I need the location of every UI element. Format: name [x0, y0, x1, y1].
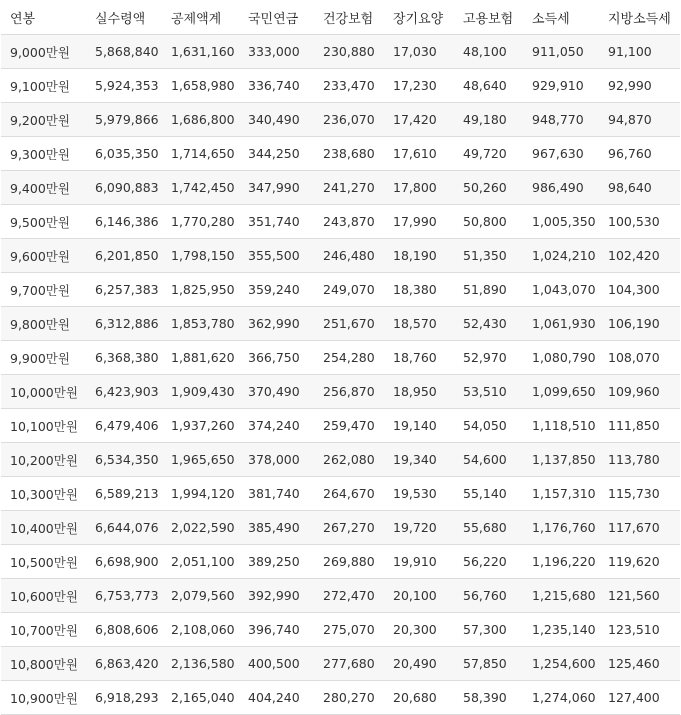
total-deduction-cell: 1,965,650 — [162, 443, 239, 477]
header-total-deduction: 공제액계 — [162, 0, 239, 35]
local-income-tax-cell: 106,190 — [599, 307, 680, 341]
health-insurance-cell: 275,070 — [314, 613, 384, 647]
national-pension-cell: 404,240 — [239, 681, 314, 715]
employment-insurance-cell: 49,720 — [454, 137, 523, 171]
annual-salary-cell: 10,400만원 — [1, 511, 86, 545]
long-term-care-cell: 18,380 — [384, 273, 454, 307]
total-deduction-cell: 2,165,040 — [162, 681, 239, 715]
employment-insurance-cell: 57,850 — [454, 647, 523, 681]
local-income-tax-cell: 121,560 — [599, 579, 680, 613]
table-row — [1, 341, 680, 375]
total-deduction-cell: 2,022,590 — [162, 511, 239, 545]
annual-salary-cell: 9,700만원 — [1, 273, 86, 307]
long-term-care-cell: 17,610 — [384, 137, 454, 171]
table-row — [1, 681, 680, 715]
health-insurance-cell: 256,870 — [314, 375, 384, 409]
total-deduction-cell: 1,714,650 — [162, 137, 239, 171]
employment-insurance-cell: 51,890 — [454, 273, 523, 307]
net-pay-cell: 5,868,840 — [86, 35, 162, 69]
header-employment-insurance: 고용보험 — [454, 0, 523, 35]
health-insurance-cell: 277,680 — [314, 647, 384, 681]
net-pay-cell: 5,924,353 — [86, 69, 162, 103]
national-pension-cell: 351,740 — [239, 205, 314, 239]
long-term-care-cell: 18,950 — [384, 375, 454, 409]
total-deduction-cell: 1,881,620 — [162, 341, 239, 375]
health-insurance-cell: 267,270 — [314, 511, 384, 545]
employment-insurance-cell: 58,390 — [454, 681, 523, 715]
long-term-care-cell: 18,190 — [384, 239, 454, 273]
annual-salary-cell: 10,800만원 — [1, 647, 86, 681]
income-tax-cell: 948,770 — [523, 103, 599, 137]
employment-insurance-cell: 49,180 — [454, 103, 523, 137]
total-deduction-cell: 1,631,160 — [162, 35, 239, 69]
annual-salary-cell: 10,500만원 — [1, 545, 86, 579]
national-pension-cell: 370,490 — [239, 375, 314, 409]
employment-insurance-cell: 55,680 — [454, 511, 523, 545]
header-local-income-tax: 지방소득세 — [599, 0, 680, 35]
health-insurance-cell: 280,270 — [314, 681, 384, 715]
employment-insurance-cell: 50,800 — [454, 205, 523, 239]
net-pay-cell: 6,090,883 — [86, 171, 162, 205]
header-health-insurance: 건강보험 — [314, 0, 384, 35]
health-insurance-cell: 246,480 — [314, 239, 384, 273]
long-term-care-cell: 17,030 — [384, 35, 454, 69]
national-pension-cell: 389,250 — [239, 545, 314, 579]
local-income-tax-cell: 123,510 — [599, 613, 680, 647]
national-pension-cell: 336,740 — [239, 69, 314, 103]
salary-table — [1, 0, 680, 715]
total-deduction-cell: 2,051,100 — [162, 545, 239, 579]
total-deduction-cell: 1,770,280 — [162, 205, 239, 239]
income-tax-cell: 1,024,210 — [523, 239, 599, 273]
health-insurance-cell: 264,670 — [314, 477, 384, 511]
net-pay-cell: 6,146,386 — [86, 205, 162, 239]
local-income-tax-cell: 115,730 — [599, 477, 680, 511]
employment-insurance-cell: 57,300 — [454, 613, 523, 647]
income-tax-cell: 1,274,060 — [523, 681, 599, 715]
employment-insurance-cell: 51,350 — [454, 239, 523, 273]
long-term-care-cell: 17,420 — [384, 103, 454, 137]
table-row — [1, 409, 680, 443]
total-deduction-cell: 1,937,260 — [162, 409, 239, 443]
long-term-care-cell: 19,720 — [384, 511, 454, 545]
income-tax-cell: 1,061,930 — [523, 307, 599, 341]
employment-insurance-cell: 54,600 — [454, 443, 523, 477]
header-long-term-care: 장기요양 — [384, 0, 454, 35]
annual-salary-cell: 9,000만원 — [1, 35, 86, 69]
total-deduction-cell: 1,742,450 — [162, 171, 239, 205]
net-pay-cell: 6,423,903 — [86, 375, 162, 409]
net-pay-cell: 6,644,076 — [86, 511, 162, 545]
income-tax-cell: 1,157,310 — [523, 477, 599, 511]
national-pension-cell: 344,250 — [239, 137, 314, 171]
health-insurance-cell: 241,270 — [314, 171, 384, 205]
local-income-tax-cell: 113,780 — [599, 443, 680, 477]
total-deduction-cell: 1,909,430 — [162, 375, 239, 409]
long-term-care-cell: 19,140 — [384, 409, 454, 443]
table-body — [1, 35, 680, 715]
national-pension-cell: 333,000 — [239, 35, 314, 69]
table-row — [1, 137, 680, 171]
local-income-tax-cell: 108,070 — [599, 341, 680, 375]
income-tax-cell: 1,099,650 — [523, 375, 599, 409]
health-insurance-cell: 262,080 — [314, 443, 384, 477]
national-pension-cell: 381,740 — [239, 477, 314, 511]
net-pay-cell: 6,479,406 — [86, 409, 162, 443]
table-row — [1, 443, 680, 477]
long-term-care-cell: 19,340 — [384, 443, 454, 477]
national-pension-cell: 374,240 — [239, 409, 314, 443]
annual-salary-cell: 9,500만원 — [1, 205, 86, 239]
total-deduction-cell: 1,686,800 — [162, 103, 239, 137]
net-pay-cell: 6,257,383 — [86, 273, 162, 307]
annual-salary-cell: 10,700만원 — [1, 613, 86, 647]
long-term-care-cell: 20,490 — [384, 647, 454, 681]
national-pension-cell: 355,500 — [239, 239, 314, 273]
annual-salary-cell: 9,800만원 — [1, 307, 86, 341]
income-tax-cell: 1,043,070 — [523, 273, 599, 307]
header-national-pension: 국민연금 — [239, 0, 314, 35]
net-pay-cell: 5,979,866 — [86, 103, 162, 137]
local-income-tax-cell: 119,620 — [599, 545, 680, 579]
health-insurance-cell: 269,880 — [314, 545, 384, 579]
total-deduction-cell: 1,658,980 — [162, 69, 239, 103]
long-term-care-cell: 18,760 — [384, 341, 454, 375]
net-pay-cell: 6,753,773 — [86, 579, 162, 613]
income-tax-cell: 1,118,510 — [523, 409, 599, 443]
income-tax-cell: 1,235,140 — [523, 613, 599, 647]
local-income-tax-cell: 92,990 — [599, 69, 680, 103]
net-pay-cell: 6,698,900 — [86, 545, 162, 579]
employment-insurance-cell: 56,760 — [454, 579, 523, 613]
health-insurance-cell: 249,070 — [314, 273, 384, 307]
local-income-tax-cell: 117,670 — [599, 511, 680, 545]
health-insurance-cell: 272,470 — [314, 579, 384, 613]
income-tax-cell: 929,910 — [523, 69, 599, 103]
income-tax-cell: 986,490 — [523, 171, 599, 205]
local-income-tax-cell: 98,640 — [599, 171, 680, 205]
table-row — [1, 511, 680, 545]
net-pay-cell: 6,368,380 — [86, 341, 162, 375]
local-income-tax-cell: 91,100 — [599, 35, 680, 69]
income-tax-cell: 1,196,220 — [523, 545, 599, 579]
net-pay-cell: 6,534,350 — [86, 443, 162, 477]
health-insurance-cell: 243,870 — [314, 205, 384, 239]
health-insurance-cell: 254,280 — [314, 341, 384, 375]
annual-salary-cell: 9,400만원 — [1, 171, 86, 205]
long-term-care-cell: 20,300 — [384, 613, 454, 647]
income-tax-cell: 1,080,790 — [523, 341, 599, 375]
table-row — [1, 103, 680, 137]
annual-salary-cell: 9,600만원 — [1, 239, 86, 273]
employment-insurance-cell: 53,510 — [454, 375, 523, 409]
annual-salary-cell: 10,000만원 — [1, 375, 86, 409]
table-row — [1, 579, 680, 613]
employment-insurance-cell: 55,140 — [454, 477, 523, 511]
local-income-tax-cell: 96,760 — [599, 137, 680, 171]
health-insurance-cell: 230,880 — [314, 35, 384, 69]
annual-salary-cell: 9,100만원 — [1, 69, 86, 103]
employment-insurance-cell: 56,220 — [454, 545, 523, 579]
local-income-tax-cell: 104,300 — [599, 273, 680, 307]
local-income-tax-cell: 125,460 — [599, 647, 680, 681]
table-row — [1, 273, 680, 307]
income-tax-cell: 1,215,680 — [523, 579, 599, 613]
total-deduction-cell: 1,994,120 — [162, 477, 239, 511]
local-income-tax-cell: 111,850 — [599, 409, 680, 443]
long-term-care-cell: 17,230 — [384, 69, 454, 103]
total-deduction-cell: 1,853,780 — [162, 307, 239, 341]
table-row — [1, 545, 680, 579]
national-pension-cell: 400,500 — [239, 647, 314, 681]
employment-insurance-cell: 52,970 — [454, 341, 523, 375]
annual-salary-cell: 10,100만원 — [1, 409, 86, 443]
annual-salary-cell: 9,900만원 — [1, 341, 86, 375]
long-term-care-cell: 17,990 — [384, 205, 454, 239]
annual-salary-cell: 9,200만원 — [1, 103, 86, 137]
long-term-care-cell: 19,910 — [384, 545, 454, 579]
employment-insurance-cell: 50,260 — [454, 171, 523, 205]
local-income-tax-cell: 100,530 — [599, 205, 680, 239]
net-pay-cell: 6,589,213 — [86, 477, 162, 511]
annual-salary-cell: 10,900만원 — [1, 681, 86, 715]
national-pension-cell: 362,990 — [239, 307, 314, 341]
table-row — [1, 205, 680, 239]
income-tax-cell: 911,050 — [523, 35, 599, 69]
health-insurance-cell: 251,670 — [314, 307, 384, 341]
health-insurance-cell: 233,470 — [314, 69, 384, 103]
table-row — [1, 171, 680, 205]
total-deduction-cell: 1,798,150 — [162, 239, 239, 273]
annual-salary-cell: 10,600만원 — [1, 579, 86, 613]
annual-salary-cell: 9,300만원 — [1, 137, 86, 171]
local-income-tax-cell: 102,420 — [599, 239, 680, 273]
table-row — [1, 307, 680, 341]
national-pension-cell: 340,490 — [239, 103, 314, 137]
table-header — [1, 0, 680, 35]
national-pension-cell: 347,990 — [239, 171, 314, 205]
total-deduction-cell: 2,108,060 — [162, 613, 239, 647]
table-row — [1, 613, 680, 647]
total-deduction-cell: 2,079,560 — [162, 579, 239, 613]
net-pay-cell: 6,035,350 — [86, 137, 162, 171]
employment-insurance-cell: 52,430 — [454, 307, 523, 341]
table-row — [1, 239, 680, 273]
national-pension-cell: 378,000 — [239, 443, 314, 477]
long-term-care-cell: 19,530 — [384, 477, 454, 511]
table-row — [1, 35, 680, 69]
local-income-tax-cell: 94,870 — [599, 103, 680, 137]
income-tax-cell: 1,254,600 — [523, 647, 599, 681]
table-row — [1, 477, 680, 511]
table-row — [1, 69, 680, 103]
long-term-care-cell: 20,100 — [384, 579, 454, 613]
annual-salary-cell: 10,300만원 — [1, 477, 86, 511]
national-pension-cell: 392,990 — [239, 579, 314, 613]
long-term-care-cell: 18,570 — [384, 307, 454, 341]
income-tax-cell: 1,176,760 — [523, 511, 599, 545]
long-term-care-cell: 20,680 — [384, 681, 454, 715]
income-tax-cell: 1,005,350 — [523, 205, 599, 239]
health-insurance-cell: 236,070 — [314, 103, 384, 137]
local-income-tax-cell: 127,400 — [599, 681, 680, 715]
header-income-tax: 소득세 — [523, 0, 599, 35]
table-row — [1, 375, 680, 409]
total-deduction-cell: 2,136,580 — [162, 647, 239, 681]
header-net-pay: 실수령액 — [86, 0, 162, 35]
long-term-care-cell: 17,800 — [384, 171, 454, 205]
table-row — [1, 647, 680, 681]
national-pension-cell: 359,240 — [239, 273, 314, 307]
national-pension-cell: 385,490 — [239, 511, 314, 545]
net-pay-cell: 6,918,293 — [86, 681, 162, 715]
header-row — [1, 0, 680, 35]
local-income-tax-cell: 109,960 — [599, 375, 680, 409]
national-pension-cell: 366,750 — [239, 341, 314, 375]
health-insurance-cell: 259,470 — [314, 409, 384, 443]
income-tax-cell: 967,630 — [523, 137, 599, 171]
employment-insurance-cell: 54,050 — [454, 409, 523, 443]
header-annual-salary: 연봉 — [1, 0, 86, 35]
employment-insurance-cell: 48,640 — [454, 69, 523, 103]
health-insurance-cell: 238,680 — [314, 137, 384, 171]
net-pay-cell: 6,312,886 — [86, 307, 162, 341]
net-pay-cell: 6,863,420 — [86, 647, 162, 681]
employment-insurance-cell: 48,100 — [454, 35, 523, 69]
national-pension-cell: 396,740 — [239, 613, 314, 647]
net-pay-cell: 6,201,850 — [86, 239, 162, 273]
annual-salary-cell: 10,200만원 — [1, 443, 86, 477]
income-tax-cell: 1,137,850 — [523, 443, 599, 477]
net-pay-cell: 6,808,606 — [86, 613, 162, 647]
total-deduction-cell: 1,825,950 — [162, 273, 239, 307]
